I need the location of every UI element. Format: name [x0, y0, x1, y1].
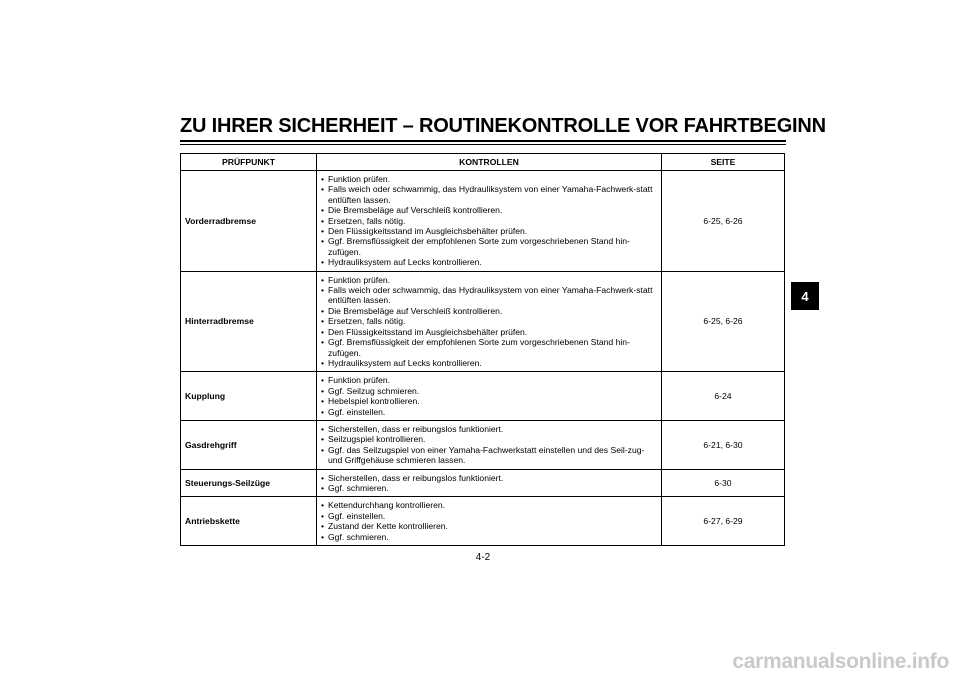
- check-list-cell: [317, 271, 662, 372]
- title-rule: [180, 140, 786, 142]
- check-entry: • Ggf. Bremsflüssigkeit der empfohlenen Sorte zum vorgeschriebenen Stand hin-zufügen.: [321, 236, 657, 257]
- table-row: [181, 420, 785, 469]
- check-list: [321, 174, 657, 268]
- column-header-item: PRÜFPUNKT: [181, 154, 317, 171]
- check-entry: • Zustand der Kette kontrollieren.: [321, 521, 657, 531]
- check-list: [321, 500, 657, 542]
- routine-check-table: [180, 153, 785, 546]
- check-entry: • Ersetzen, falls nötig.: [321, 216, 657, 226]
- check-list-cell: [317, 171, 662, 272]
- page-reference: 6-24: [662, 372, 785, 421]
- check-entry: • Hydrauliksystem auf Lecks kontrollieren.: [321, 257, 657, 267]
- check-entry: • Falls weich oder schwammig, das Hydrauliksystem von einer Yamaha-Fachwerk-statt entlüften lassen.: [321, 184, 657, 205]
- check-entry: • Funktion prüfen.: [321, 275, 657, 285]
- check-entry: • Funktion prüfen.: [321, 174, 657, 184]
- check-entry: • Ggf. Seilzug schmieren.: [321, 386, 657, 396]
- watermark: carmanualsonline.info: [732, 650, 949, 673]
- table-header-row: [181, 154, 785, 171]
- check-entry: • Falls weich oder schwammig, das Hydrauliksystem von einer Yamaha-Fachwerk-statt entlüften lassen.: [321, 285, 657, 306]
- table-row: [181, 469, 785, 497]
- check-item: Steuerungs-Seilzüge: [181, 469, 317, 497]
- table-row: [181, 271, 785, 372]
- check-item: Vorderradbremse: [181, 171, 317, 272]
- check-item: Antriebskette: [181, 497, 317, 546]
- check-entry: • Die Bremsbeläge auf Verschleiß kontrollieren.: [321, 205, 657, 215]
- check-entry: • Die Bremsbeläge auf Verschleiß kontrollieren.: [321, 306, 657, 316]
- chapter-tab: 4: [791, 282, 819, 310]
- check-list: [321, 424, 657, 466]
- check-item: Kupplung: [181, 372, 317, 421]
- check-entry: • Ggf. schmieren.: [321, 483, 657, 493]
- page-title: ZU IHRER SICHERHEIT – ROUTINEKONTROLLE VOR FAHRTBEGINN: [180, 115, 826, 137]
- check-entry: • Ggf. einstellen.: [321, 511, 657, 521]
- page-reference: 6-30: [662, 469, 785, 497]
- page-number: 4-2: [475, 552, 491, 563]
- check-list-cell: [317, 497, 662, 546]
- table-row: [181, 497, 785, 546]
- check-entry: • Den Flüssigkeitsstand im Ausgleichsbehälter prüfen.: [321, 226, 657, 236]
- column-header-checks: KONTROLLEN: [317, 154, 662, 171]
- table-row: [181, 372, 785, 421]
- table-row: [181, 171, 785, 272]
- page-reference: 6-21, 6-30: [662, 420, 785, 469]
- check-entry: • Funktion prüfen.: [321, 375, 657, 385]
- check-entry: • Ggf. das Seilzugspiel von einer Yamaha-Fachwerkstatt einstellen und des Seil-zug- und Griffgehäuse schmieren lassen.: [321, 445, 657, 466]
- check-item: Hinterradbremse: [181, 271, 317, 372]
- check-list: [321, 473, 657, 494]
- check-entry: • Ersetzen, falls nötig.: [321, 316, 657, 326]
- check-entry: • Ggf. Bremsflüssigkeit der empfohlenen Sorte zum vorgeschriebenen Stand hin-zufügen.: [321, 337, 657, 358]
- page-reference: 6-25, 6-26: [662, 271, 785, 372]
- check-entry: • Sicherstellen, dass er reibungslos funktioniert.: [321, 473, 657, 483]
- check-list: [321, 375, 657, 417]
- title-rule-thin: [180, 144, 786, 145]
- check-list-cell: [317, 469, 662, 497]
- check-list-cell: [317, 420, 662, 469]
- page-reference: 6-25, 6-26: [662, 171, 785, 272]
- check-entry: • Hebelspiel kontrollieren.: [321, 396, 657, 406]
- check-entry: • Ggf. schmieren.: [321, 532, 657, 542]
- page-reference: 6-27, 6-29: [662, 497, 785, 546]
- check-entry: • Sicherstellen, dass er reibungslos funktioniert.: [321, 424, 657, 434]
- check-item: Gasdrehgriff: [181, 420, 317, 469]
- check-entry: • Seilzugspiel kontrollieren.: [321, 434, 657, 444]
- check-entry: • Kettendurchhang kontrollieren.: [321, 500, 657, 510]
- check-entry: • Hydrauliksystem auf Lecks kontrollieren.: [321, 358, 657, 368]
- check-list: [321, 275, 657, 369]
- column-header-page: SEITE: [662, 154, 785, 171]
- check-list-cell: [317, 372, 662, 421]
- check-entry: • Den Flüssigkeitsstand im Ausgleichsbehälter prüfen.: [321, 327, 657, 337]
- check-entry: • Ggf. einstellen.: [321, 407, 657, 417]
